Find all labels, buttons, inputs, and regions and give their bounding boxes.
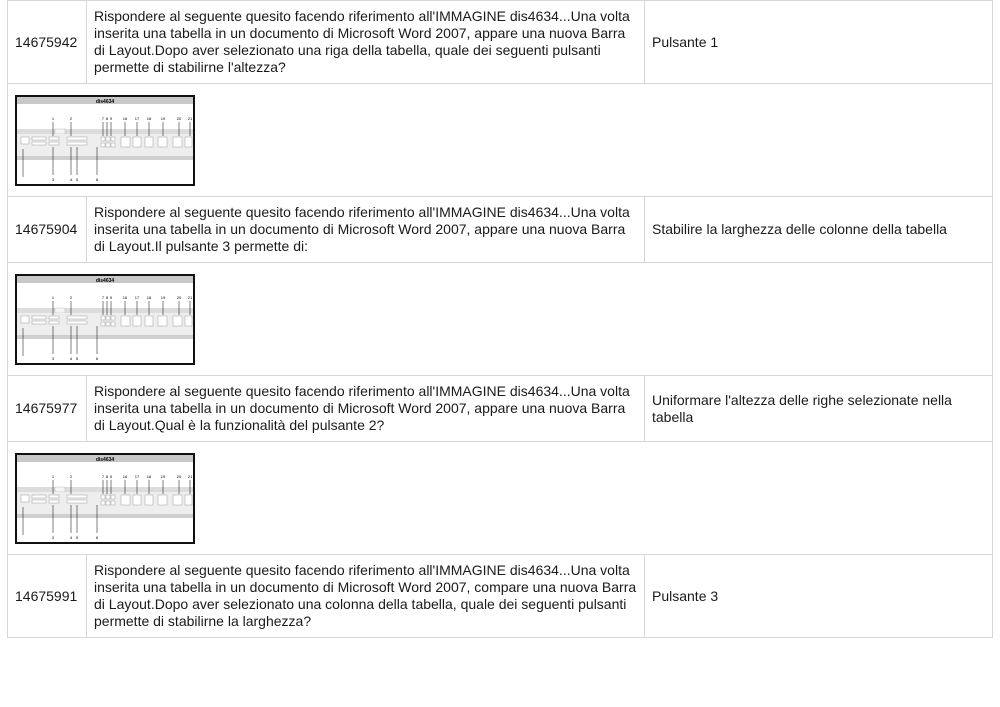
callout-number: 3 — [51, 356, 55, 361]
callout-number: 9 — [109, 295, 113, 300]
figure-caption: dis4634 — [95, 277, 115, 284]
question-text: Rispondere al seguente quesito facendo riferimento all'IMMAGINE dis4634...Una volta inserita una tabella in un documento di Microsoft Word 2007, appare una nuova Barra di Layout.Dopo aver selezionato una riga della tabella, quale dei seguenti pulsanti permette di stabilirne l'altezza? — [87, 1, 645, 84]
callout-number: 16 — [122, 116, 128, 121]
ribbon-figure-image — [15, 274, 195, 365]
figure-row — [8, 442, 993, 555]
callout-number: 4 — [69, 535, 73, 540]
callout-number: 20 — [176, 295, 182, 300]
callout-number: 4 — [69, 177, 73, 182]
question-id: 14675977 — [8, 376, 87, 442]
callout-number: 21 — [187, 474, 193, 479]
figure-row — [8, 84, 993, 197]
question-text: Rispondere al seguente quesito facendo riferimento all'IMMAGINE dis4634...Una volta inserita una tabella in un documento di Microsoft Word 2007, compare una nuova Barra di Layout.Dopo aver selezionato una colonna della tabella, quale dei seguenti pulsanti permette di stabilirne la larghezza? — [87, 555, 645, 638]
table-row — [8, 197, 993, 263]
callout-number: 18 — [146, 474, 152, 479]
callout-number: 21 — [187, 295, 193, 300]
answer-text: Pulsante 3 — [645, 555, 993, 638]
callout-number: 17 — [134, 474, 140, 479]
ribbon-figure-svg — [17, 455, 193, 542]
callout-number: 6 — [95, 535, 99, 540]
question-table — [7, 0, 993, 638]
callout-number: 17 — [134, 295, 140, 300]
question-text: Rispondere al seguente quesito facendo riferimento all'IMMAGINE dis4634...Una volta inserita una tabella in un documento di Microsoft Word 2007, appare una nuova Barra di Layout.Qual è la funzionalità del pulsante 2? — [87, 376, 645, 442]
figure-caption: dis4634 — [95, 456, 115, 463]
ribbon-figure-image — [15, 453, 195, 544]
ribbon-figure-svg — [17, 97, 193, 184]
figure-caption: dis4634 — [95, 98, 115, 105]
callout-number: 19 — [160, 116, 166, 121]
callout-number: 19 — [160, 474, 166, 479]
callout-number: 3 — [51, 177, 55, 182]
callout-number: 7 — [101, 474, 105, 479]
callout-number: 16 — [122, 474, 128, 479]
figure-row — [8, 263, 993, 376]
callout-number: 1 — [51, 474, 55, 479]
callout-number: 1 — [51, 295, 55, 300]
callout-number: 21 — [187, 116, 193, 121]
callout-number: 7 — [101, 116, 105, 121]
ribbon-figure-svg — [17, 276, 193, 363]
callout-number: 2 — [69, 295, 73, 300]
callout-number: 20 — [176, 116, 182, 121]
question-id: 14675904 — [8, 197, 87, 263]
callout-number: 8 — [105, 474, 109, 479]
callout-number: 1 — [51, 116, 55, 121]
callout-number: 9 — [109, 116, 113, 121]
callout-number: 8 — [105, 116, 109, 121]
callout-number: 5 — [75, 535, 79, 540]
answer-text: Uniformare l'altezza delle righe selezionate nella tabella — [645, 376, 993, 442]
callout-number: 4 — [69, 356, 73, 361]
callout-number: 20 — [176, 474, 182, 479]
callout-number: 9 — [109, 474, 113, 479]
ribbon-figure-image — [15, 95, 195, 186]
table-row — [8, 376, 993, 442]
answer-text: Stabilire la larghezza delle colonne della tabella — [645, 197, 993, 263]
callout-number: 5 — [75, 177, 79, 182]
callout-number: 5 — [75, 356, 79, 361]
callout-number: 18 — [146, 295, 152, 300]
callout-number: 2 — [69, 474, 73, 479]
callout-number: 18 — [146, 116, 152, 121]
answer-text: Pulsante 1 — [645, 1, 993, 84]
table-row — [8, 1, 993, 84]
question-text: Rispondere al seguente quesito facendo riferimento all'IMMAGINE dis4634...Una volta inserita una tabella in un documento di Microsoft Word 2007, appare una nuova Barra di Layout.Il pulsante 3 permette di: — [87, 197, 645, 263]
callout-number: 19 — [160, 295, 166, 300]
callout-number: 8 — [105, 295, 109, 300]
callout-number: 3 — [51, 535, 55, 540]
callout-number: 2 — [69, 116, 73, 121]
callout-number: 17 — [134, 116, 140, 121]
callout-number: 16 — [122, 295, 128, 300]
question-id: 14675991 — [8, 555, 87, 638]
question-id: 14675942 — [8, 1, 87, 84]
callout-number: 6 — [95, 177, 99, 182]
table-row — [8, 555, 993, 638]
callout-number: 7 — [101, 295, 105, 300]
callout-number: 6 — [95, 356, 99, 361]
